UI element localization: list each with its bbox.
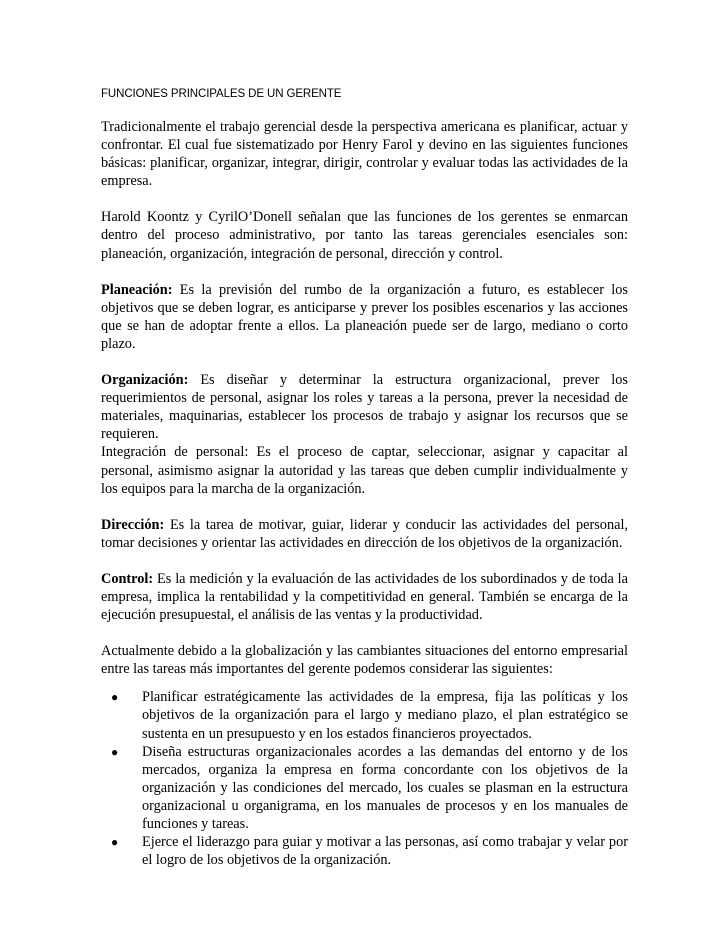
integracion-paragraph: Integración de personal: Es el proceso de captar, seleccionar, asignar y capacitar al personal, asimismo asignar la autoridad y las tareas que deben cumplir individualmente y los equipos para la marcha de la organización. [101,444,628,497]
document-heading: FUNCIONES PRINCIPALES DE UN GERENTE [101,88,342,100]
planeacion-term: Planeación: [101,281,173,298]
task-text: Ejerce el liderazgo para guiar y motivar a las personas, así como trabajar y velar por el logro de los objetivos de la organización. [142,834,628,869]
list-item [101,833,628,869]
bullet-icon: ● [111,690,119,705]
intro-paragraph: Tradicionalmente el trabajo gerencial desde la perspectiva americana es planificar, actuar y confrontar. El cual fue sistematizado por Henry Farol y devino en las siguientes funciones básicas: planificar, organizar, integrar, dirigir, controlar y evaluar todas las actividades de la empresa. [101,119,628,190]
actualmente-paragraph: Actualmente debido a la globalización y las cambiantes situaciones del entorno empresarial entre las tareas más importantes del gerente podemos considerar las siguientes: [101,643,628,678]
koontz-paragraph: Harold Koontz y CyrilO’Donell señalan que las funciones de los gerentes se enmarcan dentro del proceso administrativo, por tanto las tareas gerenciales esenciales son: planeación, organización, integración de personal, dirección y control. [101,209,628,262]
direccion-paragraph [101,516,628,552]
control-term: Control: [101,570,154,587]
organizacion-term: Organización: [101,372,189,389]
planeacion-paragraph [101,281,628,353]
bullet-icon: ● [111,744,119,759]
organizacion-paragraph [101,371,628,443]
list-item [101,688,628,742]
planeacion-text: Es la previsión del rumbo de la organización a futuro, es establecer los objetivos que se deben lograr, es anticiparse y prever los posibles escenarios y las acciones que se han de adoptar frente a ellos. La planeación puede ser de largo, mediano o corto plazo. [101,281,628,352]
tasks-list [101,688,628,869]
task-text: Planificar estratégicamente las actividades de la empresa, fija las políticas y los objetivos de la organización para el largo y mediano plazo, el plan estratégico se sustenta en un presupuesto y en los estados financieros proyectados. [142,689,628,742]
task-text: Diseña estructuras organizacionales acordes a las demandas del entorno y de los mercados, organiza la empresa en forma concordante con los objetivos de la organización y las condiciones del mercado, los cuales se plasman en la estructura organizacional u organigrama, en los manuales de procesos y en los manuales de funciones y tareas. [142,743,628,832]
direccion-text: Es la tarea de motivar, guiar, liderar y conducir las actividades del personal, tomar decisiones y orientar las actividades en dirección de los objetivos de la organización. [101,516,628,551]
control-paragraph [101,570,628,624]
direccion-term: Dirección: [101,516,165,533]
bullet-icon: ● [111,835,119,850]
control-text: Es la medición y la evaluación de las actividades de los subordinados y de toda la empresa, implica la rentabilidad y la competitividad en general. También se encarga de la ejecución presupuestal, el análisis de las ventas y la productividad. [101,570,628,624]
organizacion-text: Es diseñar y determinar la estructura organizacional, prever los requerimientos de personal, asignar los roles y tareas a la persona, prever la necesidad de materiales, maquinarias, establecer los procesos de trabajo y asignar los recursos que se requieren. [101,372,628,443]
list-item [101,743,628,833]
